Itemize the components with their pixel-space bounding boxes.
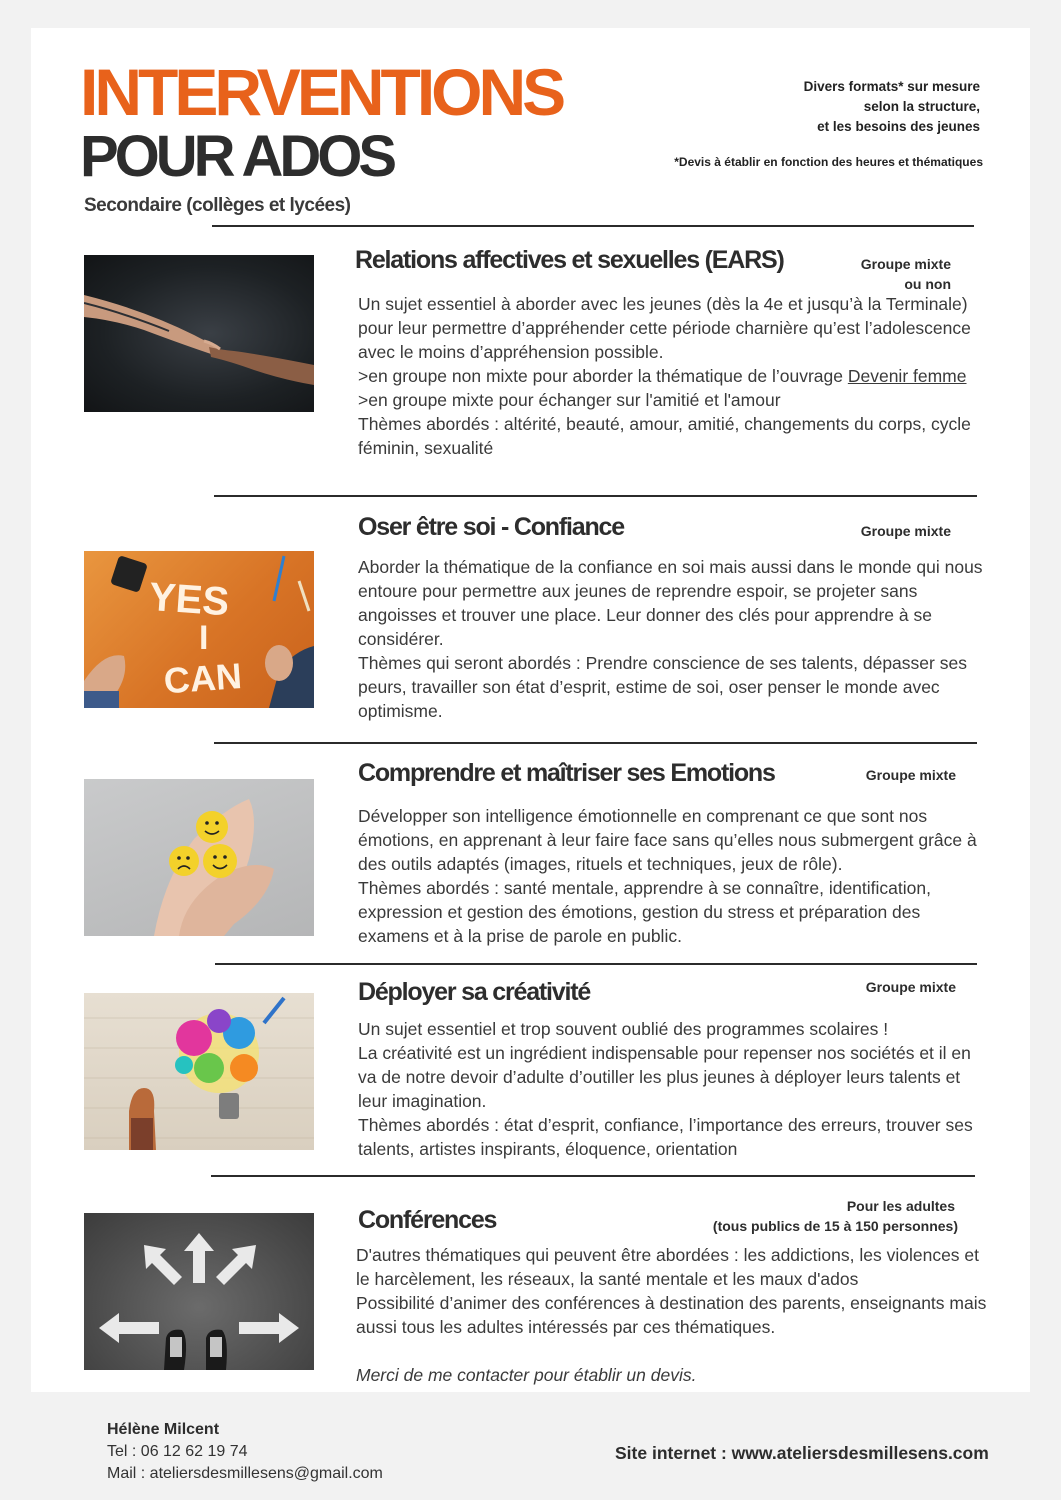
main-title: INTERVENTIONS: [80, 55, 563, 129]
page-subtitle: Secondaire (collèges et lycées): [84, 195, 351, 216]
group-tag-line: ou non: [904, 276, 951, 292]
group-tag-line: Groupe mixte: [865, 979, 956, 995]
arrows-asphalt-photo: [84, 1213, 314, 1370]
section-themes: Thèmes qui seront abordés : Prendre conscience de ses talents, dépasser ses peurs, travailler son état d’esprit, estime de soi, oser penser le monde avec optimisme.: [358, 653, 967, 721]
section-intro: Aborder la thématique de la confiance en soi mais aussi dans le monde qui nous entoure pour permettre aux jeunes de reprendre espoir, se projeter sans angoisses et trouver une place. Leur donner des clés pour apprendre à se considérer.: [358, 557, 983, 649]
closing-note: Merci de me contacter pour établir un devis.: [356, 1365, 697, 1385]
formats-line: Divers formats* sur mesure: [803, 79, 980, 94]
section-intro: Un sujet essentiel et trop souvent oublié des programmes scolaires !: [358, 1019, 889, 1039]
yes-i-can-photo: [84, 551, 314, 708]
section-body: [358, 292, 988, 460]
formats-note: [720, 77, 980, 137]
image-word: YES: [147, 574, 231, 625]
group-tag: [820, 521, 951, 541]
hands-reaching-photo: [84, 255, 314, 412]
image-word: CAN: [162, 655, 244, 702]
section-title: Conférences: [358, 1206, 497, 1234]
section-title: Comprendre et maîtriser ses Emotions: [358, 759, 775, 787]
contact-name: Hélène Milcent: [107, 1421, 220, 1438]
section-title: Déployer sa créativité: [358, 978, 591, 1006]
contact-email[interactable]: Mail : ateliersdesmillesens@gmail.com: [107, 1465, 383, 1482]
contact-phone[interactable]: Tel : 06 12 62 19 74: [107, 1443, 248, 1460]
section-body: [358, 804, 988, 948]
group-tag-line: Groupe mixte: [865, 767, 956, 783]
divider: [212, 225, 974, 227]
book-link[interactable]: Devenir femme: [847, 366, 967, 386]
section-body: [356, 1243, 991, 1387]
section-themes: Thèmes abordés : santé mentale, apprendre à se connaître, identification, expression et gestion des émotions, gestion du stress et préparation des examens et à la prise de parole en public.: [358, 878, 931, 946]
section-text: Possibilité d’animer des conférences à destination des parents, enseignants mais aussi tous les adultes intéressés par ces thématiques.: [356, 1293, 987, 1337]
website-link[interactable]: Site internet : www.ateliersdesmillesens.com: [615, 1443, 989, 1463]
section-body: [358, 555, 988, 723]
section-title: Relations affectives et sexuelles (EARS): [355, 246, 784, 274]
section-title: Oser être soi - Confiance: [358, 513, 624, 541]
section-line: [358, 364, 988, 388]
divider: [214, 495, 977, 497]
main-title-line2: POUR ADOS: [80, 124, 394, 189]
section-themes: Thèmes abordés : altérité, beauté, amour, amitié, changements du corps, cycle féminin, sexualité: [358, 414, 971, 458]
section-intro: D'autres thématiques qui peuvent être abordées : les addictions, les violences et le harcèlement, les réseaux, la santé mentale et les maux d'ados: [356, 1245, 980, 1289]
section-body: [358, 1017, 988, 1161]
divider: [215, 963, 977, 965]
divider: [211, 1175, 975, 1177]
audience-tag-line: (tous publics de 15 à 150 personnes): [712, 1218, 958, 1234]
section-intro: Développer son intelligence émotionnelle en comprenant ce que sont nos émotions, en apprenant à leur faire face sans qu’elles nous submergent grâce à des outils adaptés (images, rituels et techniques, jeux de rôle).: [358, 806, 977, 874]
section-themes: Thèmes abordés : état d’esprit, confiance, l’importance des erreurs, trouver ses talents, artistes inspirants, éloquence, orientation: [358, 1115, 973, 1159]
audience-tag: [660, 1196, 958, 1236]
image-word: I: [199, 619, 209, 657]
group-tag-line: Groupe mixte: [860, 256, 951, 272]
group-tag: [820, 254, 951, 294]
divider: [214, 742, 977, 744]
creative-lightbulb-photo: [84, 993, 314, 1150]
section-line: >en groupe mixte pour échanger sur l'amitié et l'amour: [358, 390, 781, 410]
group-tag-line: Groupe mixte: [860, 523, 951, 539]
group-tag: [825, 765, 956, 785]
formats-line: selon la structure,: [863, 99, 980, 114]
devis-note: *Devis à établir en fonction des heures et thématiques: [674, 155, 983, 169]
emoji-hands-photo: [84, 779, 314, 936]
audience-tag-line: Pour les adultes: [846, 1198, 955, 1214]
formats-line: et les besoins des jeunes: [817, 119, 980, 134]
group-tag: [825, 977, 956, 997]
section-intro: Un sujet essentiel à aborder avec les jeunes (dès la 4e et jusqu’à la Terminale) pour leur permettre d’appréhender cette période charnière qu’est l’adolescence avec le moins d’appréhension possible.: [358, 294, 971, 362]
spacer: [356, 1339, 991, 1363]
section-text: La créativité est un ingrédient indispensable pour repenser nos sociétés et il en va de notre devoir d’adulte d’outiller les plus jeunes à déployer leurs talents et leur imagination.: [358, 1043, 971, 1111]
line-prefix: >en groupe non mixte pour aborder la thématique de l’ouvrage: [358, 366, 848, 386]
